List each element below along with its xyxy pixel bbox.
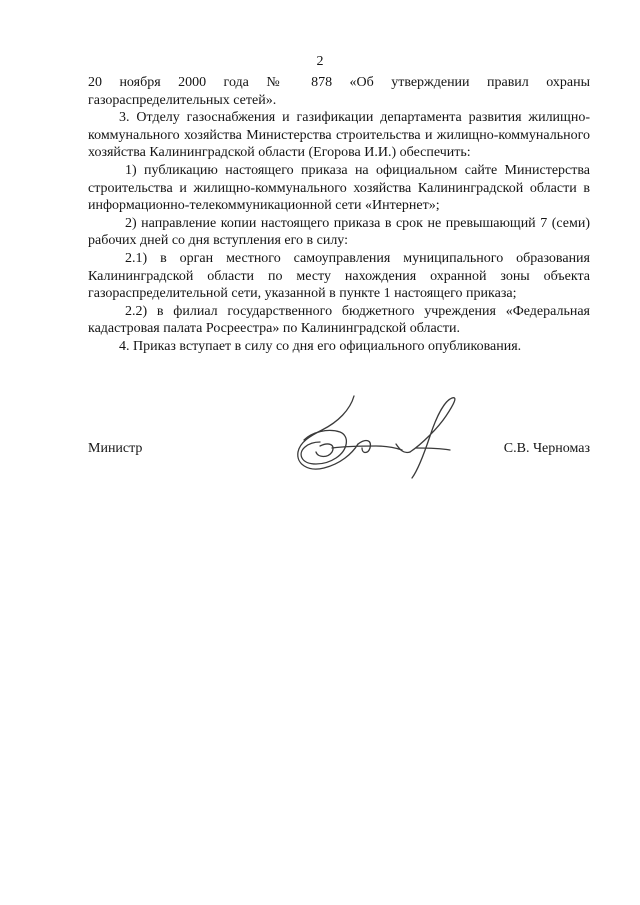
signatory-position: Министр [88,441,143,456]
paragraph-item-4: 4. Приказ вступает в силу со дня его официального опубликования. [119,338,522,354]
page-number: 2 [316,54,324,69]
paragraph-continuation: 20 ноября 2000 года № 878 «Об утверждении правил охраны газораспределительных сетей». [88,75,590,108]
document-body [88,74,590,356]
paragraph-item-3-2-1: 2.1) в орган местного самоуправления муниципального образования Калининградской области по месту нахождения охранной зоны объекта газораспределительной сети, указанной в пункте 1 настоящего приказа; [88,250,590,302]
handwritten-signature [292,392,464,482]
paragraph-item-3-2-2: 2.2) в филиал государственного бюджетного учреждения «Федеральная кадастровая палата Росреестра» по Калининградской области. [88,303,590,337]
signature-row [88,440,590,462]
paragraph-item-3: 3. Отделу газоснабжения и газификации департамента развития жилищно-коммунального хозяйства Министерства строительства и жилищно-коммунального хозяйства Калининградской области (Егорова И.И.) обеспечить: [88,110,590,161]
paragraph-item-3-1: 1) публикацию настоящего приказа на официальном сайте Министерства строительства и жилищно-коммунального хозяйства Калининградской области в информационно-телекоммуникационной сети «Интернет»; [88,162,590,214]
paragraph-item-3-2: 2) направление копии настоящего приказа в срок не превышающий 7 (семи) рабочих дней со дня вступления его в силу: [88,215,590,249]
signatory-name: С.В. Черномаз [503,441,590,456]
